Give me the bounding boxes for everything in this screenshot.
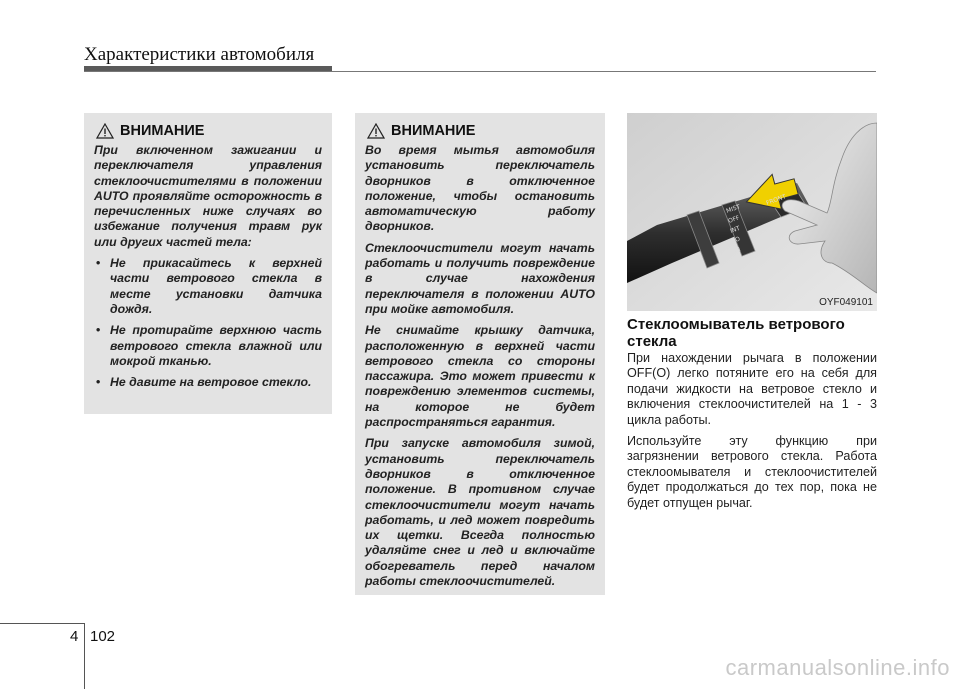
- wiper-switch-illustration: [627, 113, 877, 311]
- warning-list: [94, 256, 322, 390]
- page-number: 102: [90, 628, 116, 645]
- warning-heading-text: ВНИМАНИЕ: [120, 123, 205, 139]
- section-body: [627, 351, 877, 517]
- switch-label-int: INT: [729, 224, 742, 235]
- warning-heading: [367, 123, 595, 139]
- switch-label-lo: LO: [731, 235, 742, 245]
- section-title: Стеклоомыватель ветрового стекла: [627, 316, 845, 350]
- warning-paragraph: Не снимайте крышку датчика, расположенную в верхней части ветрового стекла со стороны пассажира. Это может привести к повреждению элементов системы, на которое не будет распространяться гарантия.: [365, 323, 595, 430]
- warning-list-item: • Не протирайте верхнюю часть ветрового стекла влажной или мокрой тканью.: [94, 323, 322, 369]
- warning-triangle-icon: [367, 123, 385, 139]
- warning-list-item: • Не давите на ветровое стекло.: [94, 375, 322, 390]
- switch-label-front: FRONT: [765, 193, 787, 207]
- warning-paragraph: Во время мытья автомобиля установить переключатель дворников в отключенное положение, чтобы остановить автоматическую работу дворников.: [365, 143, 595, 234]
- warning-heading-text: ВНИМАНИЕ: [391, 123, 476, 139]
- body-paragraph: Используйте эту функцию при загрязнении ветрового стекла. Работа стеклоомывателя и стеклоочистителей будет продолжаться до тех пор, пока не будет отпущен рычаг.: [627, 434, 877, 510]
- wiper-lever-hand-icon: [627, 113, 877, 311]
- warning-paragraph: Стеклоочистители могут начать работать и получить повреждение в случае нахождения переключателя в положении AUTO при мойке автомобиля.: [365, 240, 595, 316]
- warning-paragraph: При запуске автомобиля зимой, установить переключатель дворников в отключенное положение. В противном случае стеклоочистители могут начать работать, и лед может повредить их щетки. Всегда полностью удаляйте снег и лед и включайте обогреватель перед началом работы стеклоочистителей.: [365, 436, 595, 589]
- warning-box-middle: [355, 113, 605, 595]
- switch-label-mist: MIST: [725, 203, 742, 215]
- warning-triangle-icon: [96, 123, 114, 139]
- chapter-title: Характеристики автомобиля: [84, 44, 315, 65]
- header-rule: [84, 71, 876, 72]
- watermark: carmanualsonline.info: [725, 655, 950, 680]
- warning-heading: [96, 123, 322, 139]
- warning-box-left: [84, 113, 332, 414]
- footer-rule: [0, 623, 84, 624]
- warning-list-item: • Не прикасайтесь к верхней части ветрового стекла в месте установки датчика дождя.: [94, 256, 322, 317]
- body-paragraph: При нахождении рычага в положении OFF(O) легко потяните его на себя для подачи жидкости на ветровое стекло и включения стеклоочистителей на 1 - 3 цикла работы.: [627, 351, 877, 427]
- warning-intro: При включенном зажигании и переключателя управления стеклоочистителями в положении AUTO проявляйте осторожность в перечисленных ниже случаях во избежание получения травм рук или других частей тела:: [94, 143, 322, 249]
- figure-code: OYF049101: [819, 297, 873, 308]
- footer-divider: [84, 623, 85, 689]
- chapter-number: 4: [70, 628, 79, 645]
- switch-label-hi: HI: [733, 246, 742, 255]
- switch-label-off: OFF: [727, 214, 741, 225]
